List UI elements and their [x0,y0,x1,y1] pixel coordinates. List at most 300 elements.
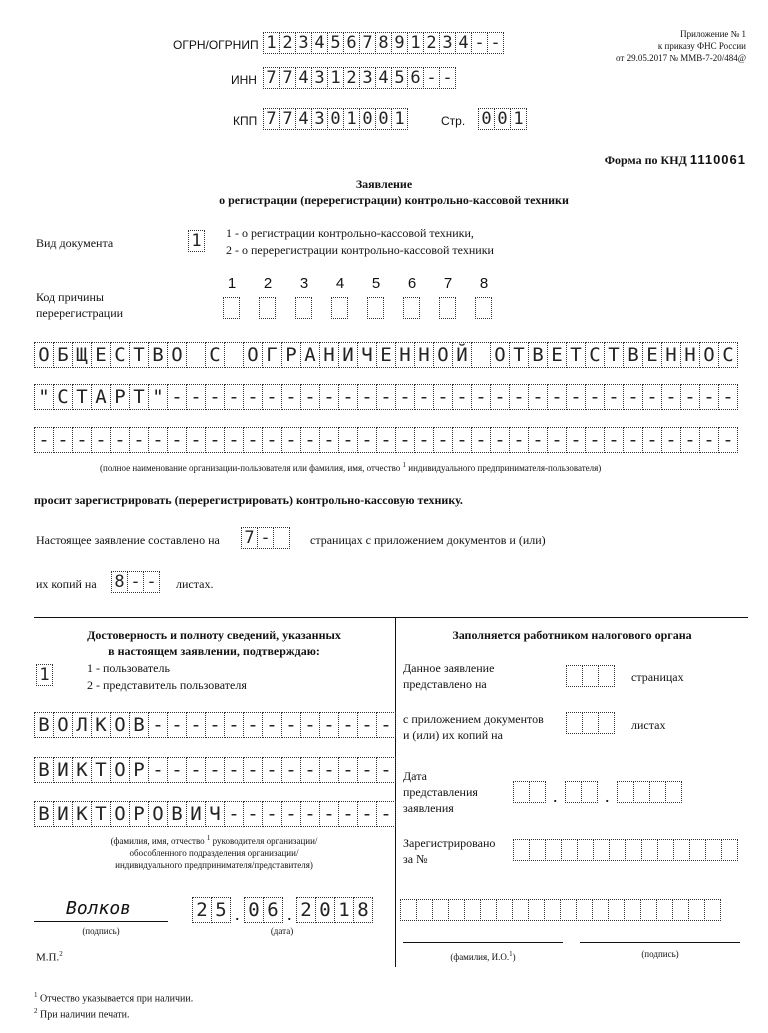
char-cell[interactable]: - [53,427,73,453]
reason-cell[interactable] [439,297,455,321]
char-cell[interactable]: Т [129,342,149,368]
char-cell[interactable]: - [167,757,187,783]
kpp-cells[interactable] [263,108,407,132]
char-cell[interactable]: 4 [375,67,392,89]
char-cell[interactable]: В [129,712,149,738]
char-cell[interactable]: 2 [279,32,296,54]
submitted-day-cells[interactable] [513,781,545,805]
char-cell[interactable]: - [262,427,282,453]
char-cell[interactable]: - [319,712,339,738]
char-cell[interactable]: - [262,384,282,410]
char-cell[interactable]: 1 [407,32,424,54]
char-cell[interactable] [331,297,348,319]
char-cell[interactable]: - [699,427,719,453]
char-cell[interactable] [592,899,609,921]
char-cell[interactable]: С [53,384,73,410]
char-cell[interactable]: О [148,801,168,827]
char-cell[interactable]: - [338,757,358,783]
char-cell[interactable]: - [623,384,643,410]
char-cell[interactable]: 7 [279,67,296,89]
char-cell[interactable] [649,781,666,803]
char-cell[interactable]: 7 [279,108,296,130]
char-cell[interactable]: - [376,801,396,827]
char-cell[interactable]: 1 [36,664,53,686]
char-cell[interactable]: 1 [188,230,205,252]
char-cell[interactable]: - [186,712,206,738]
char-cell[interactable]: - [300,427,320,453]
char-cell[interactable] [223,297,240,319]
char-cell[interactable]: О [110,712,130,738]
char-cell[interactable]: О [110,801,130,827]
pages-cells[interactable] [241,527,289,551]
char-cell[interactable]: 2 [423,32,440,54]
char-cell[interactable]: - [224,712,244,738]
char-cell[interactable]: - [243,712,263,738]
char-cell[interactable]: - [205,384,225,410]
char-cell[interactable] [416,899,433,921]
char-cell[interactable]: Н [319,342,339,368]
char-cell[interactable]: Т [91,801,111,827]
char-cell[interactable]: - [281,384,301,410]
char-cell[interactable]: - [186,384,206,410]
char-cell[interactable]: - [433,384,453,410]
copies-cells[interactable] [111,571,159,595]
char-cell[interactable]: - [357,427,377,453]
char-cell[interactable]: - [566,384,586,410]
char-cell[interactable]: - [300,712,320,738]
char-cell[interactable]: - [376,384,396,410]
char-cell[interactable] [721,839,738,861]
char-cell[interactable]: " [34,384,54,410]
char-cell[interactable]: - [143,571,160,593]
char-cell[interactable]: В [528,342,548,368]
char-cell[interactable]: - [300,757,320,783]
char-cell[interactable]: С [110,342,130,368]
char-cell[interactable] [513,781,530,803]
char-cell[interactable]: - [699,384,719,410]
char-cell[interactable] [464,899,481,921]
char-cell[interactable] [608,899,625,921]
reason-cell[interactable] [403,297,419,321]
surname-cells[interactable] [34,712,395,736]
char-cell[interactable] [665,781,682,803]
org-name-row-1[interactable] [34,342,737,366]
reason-cell[interactable] [367,297,383,321]
char-cell[interactable] [560,899,577,921]
char-cell[interactable] [688,899,705,921]
char-cell[interactable]: - [127,571,144,593]
char-cell[interactable]: - [148,712,168,738]
char-cell[interactable]: - [376,712,396,738]
char-cell[interactable]: 7 [241,527,258,549]
char-cell[interactable]: - [718,427,738,453]
char-cell[interactable] [582,712,599,734]
char-cell[interactable]: - [91,427,111,453]
char-cell[interactable]: 4 [295,67,312,89]
char-cell[interactable]: Щ [72,342,92,368]
char-cell[interactable] [565,781,582,803]
char-cell[interactable]: 4 [311,32,328,54]
char-cell[interactable]: И [338,342,358,368]
char-cell[interactable]: - [357,801,377,827]
char-cell[interactable]: - [224,427,244,453]
char-cell[interactable] [566,665,583,687]
char-cell[interactable]: 1 [343,108,360,130]
registration-number-cells[interactable] [513,839,737,863]
char-cell[interactable]: - [319,427,339,453]
char-cell[interactable]: 2 [343,67,360,89]
char-cell[interactable] [704,899,721,921]
char-cell[interactable]: - [205,712,225,738]
char-cell[interactable] [545,839,562,861]
char-cell[interactable]: - [547,384,567,410]
char-cell[interactable]: Р [110,384,130,410]
char-cell[interactable]: - [338,801,358,827]
char-cell[interactable]: - [566,427,586,453]
char-cell[interactable]: - [72,427,92,453]
char-cell[interactable] [403,297,420,319]
char-cell[interactable]: - [452,384,472,410]
char-cell[interactable]: - [490,427,510,453]
char-cell[interactable] [529,839,546,861]
char-cell[interactable]: Т [604,342,624,368]
char-cell[interactable] [512,899,529,921]
char-cell[interactable]: 8 [353,897,373,923]
char-cell[interactable]: - [281,757,301,783]
char-cell[interactable]: 3 [439,32,456,54]
char-cell[interactable]: - [243,801,263,827]
char-cell[interactable]: - [167,712,187,738]
char-cell[interactable]: С [585,342,605,368]
char-cell[interactable]: В [34,712,54,738]
char-cell[interactable]: - [224,757,244,783]
char-cell[interactable] [656,899,673,921]
char-cell[interactable]: 4 [295,108,312,130]
char-cell[interactable]: - [110,427,130,453]
char-cell[interactable]: 6 [263,897,283,923]
char-cell[interactable]: И [53,801,73,827]
char-cell[interactable] [598,712,615,734]
char-cell[interactable]: А [91,384,111,410]
char-cell[interactable]: 0 [315,897,335,923]
char-cell[interactable] [367,297,384,319]
char-cell[interactable] [624,899,641,921]
char-cell[interactable]: Н [395,342,415,368]
char-cell[interactable]: Й [452,342,472,368]
char-cell[interactable] [528,899,545,921]
char-cell[interactable] [496,899,513,921]
char-cell[interactable]: В [34,801,54,827]
char-cell[interactable] [432,899,449,921]
char-cell[interactable] [598,665,615,687]
char-cell[interactable]: - [604,427,624,453]
char-cell[interactable] [640,899,657,921]
char-cell[interactable]: - [414,427,434,453]
char-cell[interactable]: - [376,427,396,453]
char-cell[interactable]: 8 [111,571,128,593]
char-cell[interactable]: - [433,427,453,453]
char-cell[interactable] [513,839,530,861]
char-cell[interactable] [186,342,206,368]
char-cell[interactable]: Е [376,342,396,368]
char-cell[interactable]: 0 [244,897,264,923]
char-cell[interactable]: - [257,527,274,549]
char-cell[interactable]: 5 [391,67,408,89]
char-cell[interactable]: Р [129,801,149,827]
char-cell[interactable]: - [642,427,662,453]
char-cell[interactable]: 3 [311,108,328,130]
char-cell[interactable]: О [699,342,719,368]
char-cell[interactable]: 3 [311,67,328,89]
char-cell[interactable]: - [452,427,472,453]
char-cell[interactable] [259,297,276,319]
char-cell[interactable]: 7 [263,108,280,130]
char-cell[interactable]: - [243,384,263,410]
char-cell[interactable] [448,899,465,921]
char-cell[interactable] [224,342,244,368]
char-cell[interactable]: О [490,342,510,368]
date-year-cells[interactable] [296,897,372,921]
char-cell[interactable]: О [53,712,73,738]
date-day-cells[interactable] [192,897,230,921]
char-cell[interactable]: - [528,384,548,410]
char-cell[interactable]: - [528,427,548,453]
char-cell[interactable]: - [129,427,149,453]
reason-cell[interactable] [295,297,311,321]
char-cell[interactable]: - [395,384,415,410]
char-cell[interactable]: - [338,712,358,738]
char-cell[interactable] [582,665,599,687]
char-cell[interactable]: - [471,32,488,54]
inspector-name-cells[interactable] [400,899,720,923]
char-cell[interactable]: - [661,384,681,410]
char-cell[interactable]: 5 [211,897,231,923]
char-cell[interactable]: - [281,427,301,453]
inn-cells[interactable] [263,67,455,91]
char-cell[interactable]: - [661,427,681,453]
char-cell[interactable]: - [205,757,225,783]
char-cell[interactable] [593,839,610,861]
char-cell[interactable]: - [585,427,605,453]
char-cell[interactable]: 0 [359,108,376,130]
char-cell[interactable]: Т [566,342,586,368]
char-cell[interactable]: - [281,712,301,738]
char-cell[interactable] [672,899,689,921]
char-cell[interactable]: " [148,384,168,410]
char-cell[interactable] [475,297,492,319]
char-cell[interactable] [673,839,690,861]
submitted-year-cells[interactable] [617,781,681,805]
char-cell[interactable]: О [167,342,187,368]
char-cell[interactable]: А [300,342,320,368]
char-cell[interactable]: Е [642,342,662,368]
char-cell[interactable]: - [243,757,263,783]
char-cell[interactable]: О [243,342,263,368]
char-cell[interactable]: О [433,342,453,368]
char-cell[interactable]: 1 [510,108,527,130]
char-cell[interactable]: - [338,427,358,453]
char-cell[interactable]: Н [661,342,681,368]
char-cell[interactable] [705,839,722,861]
reason-cell[interactable] [331,297,347,321]
char-cell[interactable]: - [224,384,244,410]
char-cell[interactable] [295,297,312,319]
char-cell[interactable]: О [34,342,54,368]
char-cell[interactable]: С [718,342,738,368]
char-cell[interactable]: - [509,384,529,410]
char-cell[interactable]: И [186,801,206,827]
char-cell[interactable]: - [319,384,339,410]
char-cell[interactable]: И [53,757,73,783]
char-cell[interactable]: - [680,384,700,410]
char-cell[interactable]: - [414,384,434,410]
org-name-row-3[interactable] [34,427,737,451]
char-cell[interactable]: - [623,427,643,453]
date-month-cells[interactable] [244,897,282,921]
char-cell[interactable]: Ч [357,342,377,368]
char-cell[interactable]: - [224,801,244,827]
char-cell[interactable]: Н [414,342,434,368]
char-cell[interactable]: 2 [296,897,316,923]
char-cell[interactable] [400,899,417,921]
char-cell[interactable]: К [72,801,92,827]
char-cell[interactable]: - [680,427,700,453]
char-cell[interactable] [439,297,456,319]
char-cell[interactable]: - [547,427,567,453]
char-cell[interactable]: В [34,757,54,783]
char-cell[interactable]: Т [72,384,92,410]
char-cell[interactable] [633,781,650,803]
char-cell[interactable] [480,899,497,921]
char-cell[interactable]: - [243,427,263,453]
char-cell[interactable]: - [604,384,624,410]
char-cell[interactable]: К [91,712,111,738]
char-cell[interactable]: - [357,757,377,783]
char-cell[interactable]: 0 [494,108,511,130]
char-cell[interactable] [581,781,598,803]
char-cell[interactable]: 0 [375,108,392,130]
char-cell[interactable] [544,899,561,921]
char-cell[interactable]: 8 [375,32,392,54]
char-cell[interactable]: - [319,757,339,783]
char-cell[interactable]: 6 [343,32,360,54]
char-cell[interactable] [657,839,674,861]
char-cell[interactable] [625,839,642,861]
char-cell[interactable]: - [338,384,358,410]
char-cell[interactable] [577,839,594,861]
char-cell[interactable]: - [376,757,396,783]
char-cell[interactable]: В [148,342,168,368]
char-cell[interactable]: - [148,427,168,453]
char-cell[interactable]: Р [281,342,301,368]
char-cell[interactable]: В [167,801,187,827]
char-cell[interactable]: - [642,384,662,410]
char-cell[interactable]: - [319,801,339,827]
char-cell[interactable]: 7 [359,32,376,54]
char-cell[interactable]: 9 [391,32,408,54]
char-cell[interactable]: 1 [263,32,280,54]
char-cell[interactable] [576,899,593,921]
signer-type-cell[interactable] [36,664,52,688]
char-cell[interactable]: Е [547,342,567,368]
char-cell[interactable] [617,781,634,803]
char-cell[interactable]: - [148,757,168,783]
doc-type-cell[interactable] [188,230,204,254]
char-cell[interactable]: - [487,32,504,54]
char-cell[interactable]: - [395,427,415,453]
char-cell[interactable]: - [281,801,301,827]
char-cell[interactable]: 7 [263,67,280,89]
char-cell[interactable]: - [357,712,377,738]
char-cell[interactable]: Г [262,342,282,368]
char-cell[interactable]: 2 [192,897,212,923]
submitted-pages-cells[interactable] [566,665,614,689]
char-cell[interactable]: - [262,801,282,827]
char-cell[interactable]: 0 [478,108,495,130]
patronymic-cells[interactable] [34,801,395,825]
char-cell[interactable] [471,342,491,368]
char-cell[interactable] [566,712,583,734]
org-name-row-2[interactable] [34,384,737,408]
char-cell[interactable]: Т [129,384,149,410]
char-cell[interactable]: 3 [359,67,376,89]
char-cell[interactable]: 5 [327,32,344,54]
char-cell[interactable]: Ч [205,801,225,827]
attach-sheets-cells[interactable] [566,712,614,736]
char-cell[interactable]: - [167,427,187,453]
char-cell[interactable] [273,527,290,549]
char-cell[interactable]: Е [91,342,111,368]
char-cell[interactable] [641,839,658,861]
char-cell[interactable] [529,781,546,803]
reason-cell[interactable] [475,297,491,321]
char-cell[interactable]: - [471,427,491,453]
char-cell[interactable]: Л [72,712,92,738]
char-cell[interactable]: О [110,757,130,783]
char-cell[interactable]: Р [129,757,149,783]
char-cell[interactable]: 0 [327,108,344,130]
char-cell[interactable]: 3 [295,32,312,54]
char-cell[interactable]: К [72,757,92,783]
char-cell[interactable]: - [262,712,282,738]
char-cell[interactable]: - [34,427,54,453]
char-cell[interactable]: - [585,384,605,410]
char-cell[interactable]: - [439,67,456,89]
char-cell[interactable]: 1 [334,897,354,923]
char-cell[interactable]: - [357,384,377,410]
char-cell[interactable]: Н [680,342,700,368]
char-cell[interactable]: Б [53,342,73,368]
char-cell[interactable]: - [186,757,206,783]
char-cell[interactable]: - [718,384,738,410]
char-cell[interactable]: Т [91,757,111,783]
char-cell[interactable]: - [509,427,529,453]
page-number-cells[interactable] [478,108,526,132]
char-cell[interactable] [561,839,578,861]
char-cell[interactable]: - [205,427,225,453]
char-cell[interactable]: - [300,801,320,827]
char-cell[interactable]: С [205,342,225,368]
char-cell[interactable]: - [423,67,440,89]
ogrn-cells[interactable] [263,32,503,56]
char-cell[interactable]: - [490,384,510,410]
char-cell[interactable]: - [300,384,320,410]
submitted-month-cells[interactable] [565,781,597,805]
char-cell[interactable] [609,839,626,861]
reason-cell[interactable] [259,297,275,321]
char-cell[interactable]: - [167,384,187,410]
char-cell[interactable]: Т [509,342,529,368]
